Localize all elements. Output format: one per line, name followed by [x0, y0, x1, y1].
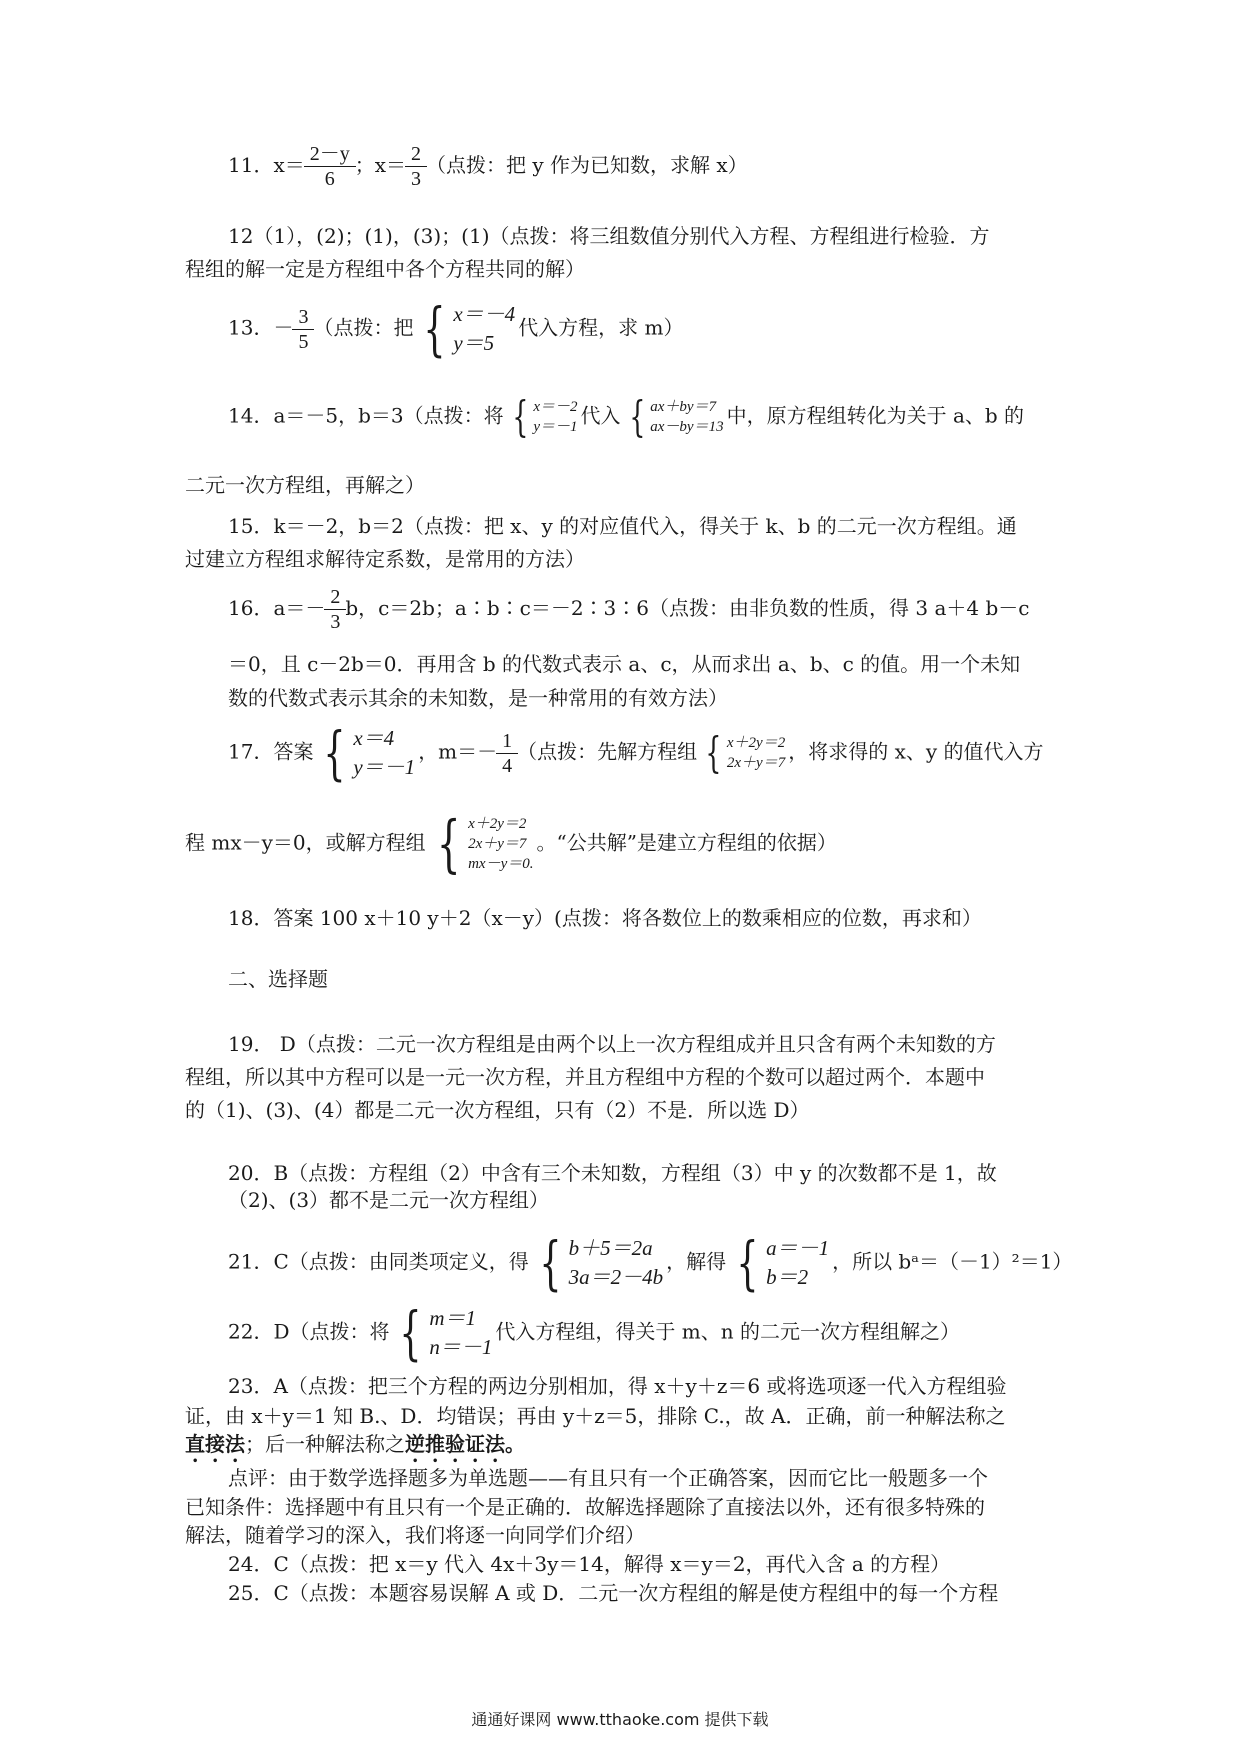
- answer-18: 18．答案 100 x＋10 y＋2（x－y）(点拨：将各数位上的数乘相应的位数，再求和）: [228, 906, 982, 930]
- answer-14: 14．a＝－5，b＝3（点拨：将 { x＝－2 y＝－1 代入 { ax＋by＝7 ax－by＝13 中，原方程组转化为关于 a、b 的: [228, 392, 1025, 441]
- answer-12-line1: 12（1），(2)；(1)，(3)；(1)（点拨：将三组数值分别代入方程、方程组进行检验．方: [228, 224, 990, 248]
- equation-system: { x＝－4 y＝5: [423, 295, 516, 363]
- answer-17: 17．答案 { x＝4 y＝－1 ，m＝－ $\frac{1}{4}$ （点拨：先解方程组 { x＋2y＝2 2x＋y＝7 ，将求得的 x、y 的值代入方: [228, 719, 1044, 787]
- fraction: $\frac{2-y}{6}$: [307, 142, 353, 191]
- fraction: $\frac{3}{5}$: [295, 305, 311, 354]
- answer-12-line2: 程组的解一定是方程组中各个方程共同的解）: [185, 257, 585, 281]
- fraction: $\frac{1}{4}$: [499, 729, 515, 778]
- answer-24: 24．C（点拨：把 x＝y 代入 4x＋3y＝14，解得 x＝y＝2，再代入含 a 的方程）: [228, 1552, 951, 1576]
- answer-19-line2: 程组，所以其中方程可以是一元一次方程，并且方程组中方程的个数可以超过两个．本题中: [185, 1065, 985, 1089]
- answer-16: 16．a＝－ $\frac{2}{3}$ b，c＝2b；a∶b∶c＝－2∶3∶6（点拨：由非负数的性质，得 3 a＋4 b－c: [228, 586, 1030, 633]
- answer-17-line2: 程 mx－y＝0，或解方程组 { x＋2y＝2 2x＋y＝7 mx－y＝0. 。“公共解”是建立方程组的依据）: [185, 807, 837, 880]
- answer-16-line2: ＝0，且 c－2b＝0．再用含 b 的代数式表示 a、c，从而求出 a、b、c 的值。用一个未知: [228, 652, 1021, 676]
- fraction: $\frac{2}{3}$: [408, 142, 424, 191]
- answer-13: 13．－ $\frac{3}{5}$ （点拨：把 { x＝－4 y＝5 代入方程，求 m）: [228, 295, 684, 363]
- answer-20-line2: （2)、(3）都不是二元一次方程组）: [228, 1188, 550, 1212]
- equation-system: { a＝－1 b＝2: [736, 1229, 830, 1297]
- answer-22: 22．D（点拨：将 { m＝1 n＝－1 代入方程组，得关于 m、n 的二元一次方程组解之）: [228, 1299, 960, 1367]
- answer-15-line1: 15．k＝－2，b＝2（点拨：把 x、y 的对应值代入，得关于 k、b 的二元一次方程组。通: [228, 514, 1017, 538]
- answer-19-line1: 19． D（点拨：二元一次方程组是由两个以上一次方程组成并且只含有两个未知数的方: [228, 1032, 996, 1056]
- answer-21: 21．C（点拨：由同类项定义，得 { b＋5＝2a 3a＝2－4b ，解得 { a＝－1 b＝2 ，所以 bᵃ＝（－1）²＝1）: [228, 1229, 1073, 1297]
- answer-23-line1: 23．A（点拨：把三个方程的两边分别相加，得 x＋y＋z＝6 或将选项逐一代入方程组验: [228, 1374, 1007, 1398]
- equation-system: { x＋2y＝2 2x＋y＝7 mx－y＝0.: [436, 807, 534, 880]
- answer-15-line2: 过建立方程组求解待定系数，是常用的方法）: [185, 547, 585, 571]
- answer-19-line3: 的（1)、(3)、(4）都是二元一次方程组，只有（2）不是．所以选 D）: [185, 1098, 810, 1122]
- comment-line3: 解法，随着学习的深入，我们将逐一向同学们介绍）: [185, 1523, 645, 1547]
- answer-20-line1: 20．B（点拨：方程组（2）中含有三个未知数，方程组（3）中 y 的次数都不是 1，故: [228, 1161, 997, 1185]
- answer-23-line3: 直接法；后一种解法称之逆推验证法。: [185, 1432, 525, 1456]
- equation-system: { x＋2y＝2 2x＋y＝7: [705, 728, 786, 777]
- answer-16-line3: 数的代数式表示其余的未知数，是一种常用的有效方法）: [228, 686, 728, 710]
- equation-system: { x＝－2 y＝－1: [511, 392, 578, 441]
- equation-system: { x＝4 y＝－1: [323, 719, 416, 787]
- comment-line2: 已知条件：选择题中有且只有一个是正确的．故解选择题除了直接法以外，还有很多特殊的: [185, 1495, 985, 1519]
- equation-system: { b＋5＝2a 3a＝2－4b: [539, 1229, 664, 1297]
- page-footer: 通通好课网 www.tthaoke.com 提供下载: [471, 1710, 769, 1729]
- answer-14-line2: 二元一次方程组，再解之）: [185, 473, 425, 497]
- comment-line1: 点评：由于数学选择题多为单选题——有且只有一个正确答案，因而它比一般题多一个: [228, 1466, 988, 1490]
- answer-11: 11．x＝ $\frac{2-y}{6}$ ；x＝ $\frac{2}{3}$ （点拨：把 y 作为已知数，求解 x）: [228, 143, 748, 190]
- section-heading: 二、选择题: [228, 967, 328, 991]
- answer-25: 25．C（点拨：本题容易误解 A 或 D．二元一次方程组的解是使方程组中的每一个方程: [228, 1581, 999, 1605]
- fraction: $\frac{2}{3}$: [327, 585, 343, 634]
- equation-system: { ax＋by＝7 ax－by＝13: [628, 392, 724, 441]
- answer-23-line2: 证，由 x＋y＝1 知 B.、D．均错误；再由 y＋z＝5，排除 C.，故 A．正确，前一种解法称之: [185, 1404, 1006, 1428]
- equation-system: { m＝1 n＝－1: [399, 1299, 493, 1367]
